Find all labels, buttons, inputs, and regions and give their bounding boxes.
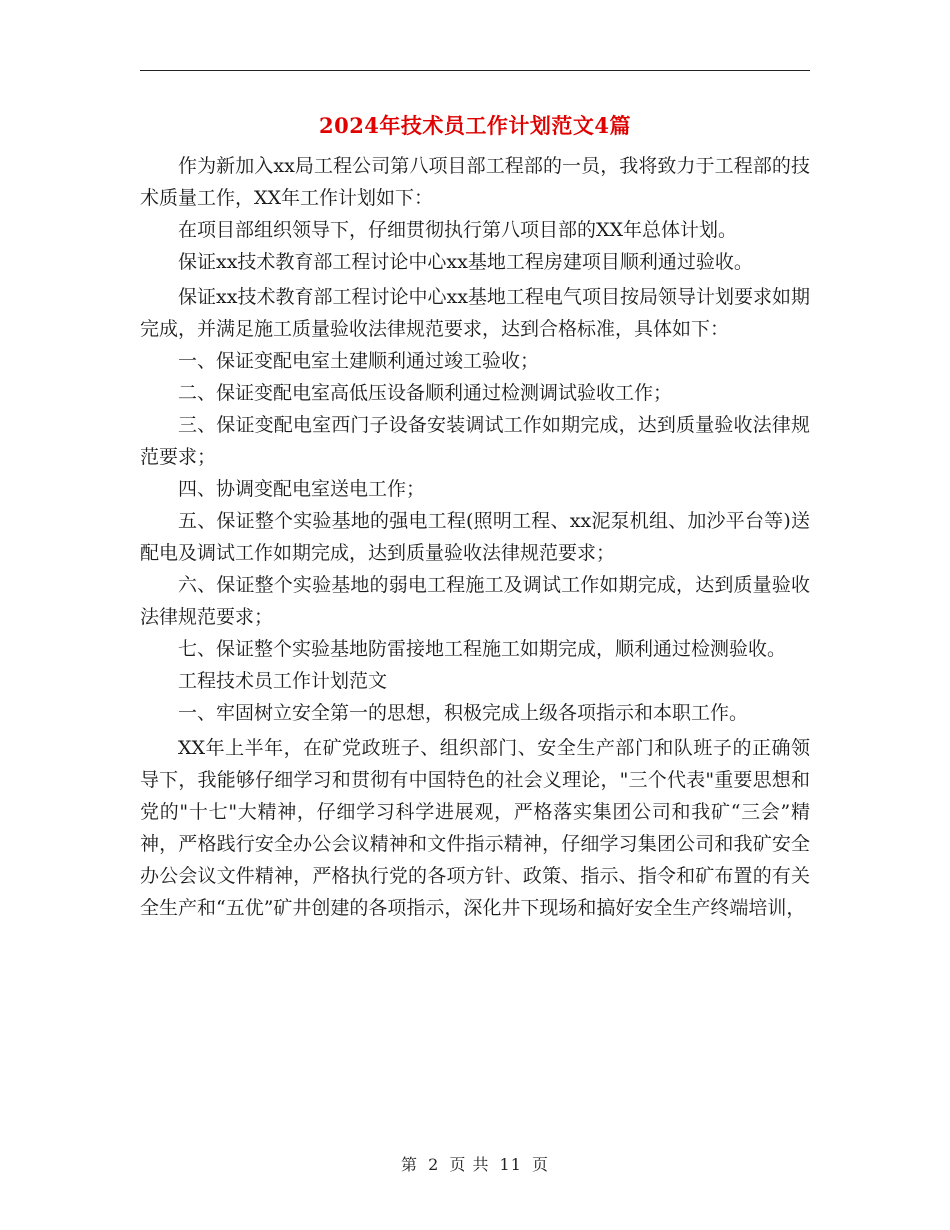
list-item: 五、保证整个实验基地的强电工程(照明工程、xx泥泵机组、加沙平台等)送配电及调试工作如期完成，达到质量验收法律规范要求； bbox=[140, 510, 810, 564]
paragraph: 一、牢固树立安全第一的思想，积极完成上级各项指示和本职工作。 bbox=[178, 702, 749, 724]
footer-prefix: 第 bbox=[400, 1155, 418, 1174]
list-item: 三、保证变配电室西门子设备安装调试工作如期完成，达到质量验收法律规范要求； bbox=[140, 414, 810, 468]
document-body bbox=[140, 150, 810, 924]
footer-middle: 页 共 bbox=[449, 1155, 490, 1174]
list-item: 一、保证变配电室土建顺利通过竣工验收； bbox=[178, 350, 540, 372]
total-pages: 11 bbox=[499, 1155, 522, 1174]
list-item: 六、保证整个实验基地的弱电工程施工及调试工作如期完成，达到质量验收法律规范要求； bbox=[140, 574, 810, 628]
header-rule bbox=[140, 70, 810, 71]
list-item: 四、协调变配电室送电工作； bbox=[178, 478, 426, 500]
paragraph: 作为新加入xx局工程公司第八项目部工程部的一员，我将致力于工程部的技术质量工作，XX年工作计划如下： bbox=[140, 155, 810, 209]
section-heading: 工程技术员工作计划范文 bbox=[178, 670, 388, 692]
page-footer bbox=[140, 1152, 810, 1175]
document-title: 2024年技术员工作计划范文4篇 bbox=[318, 113, 632, 138]
list-item: 二、保证变配电室高低压设备顺利通过检测调试验收工作； bbox=[178, 382, 673, 404]
paragraph: 保证xx技术教育部工程讨论中心xx基地工程电气项目按局领导计划要求如期完成，并满足施工质量验收法律规范要求，达到合格标准，具体如下： bbox=[140, 286, 810, 340]
paragraph: 保证xx技术教育部工程讨论中心xx基地工程房建项目顺利通过验收。 bbox=[178, 251, 753, 273]
page-number: 2 bbox=[428, 1155, 440, 1174]
paragraph: XX年上半年，在矿党政班子、组织部门、安全生产部门和队班子的正确领导下，我能够仔细学习和贯彻有中国特色的社会义理论，"三个代表"重要思想和党的"十七"大精神，仔细学习科学进展观，严格落实集团公司和我矿“三会”精神，严格践行安全办公会议精神和文件指示精神，仔细学习集团公司和我矿安全办公会议文件精神，严格执行党的各项方针、政策、指示、指令和矿布置的有关全生产和“五优”矿井创建的各项指示，深化井下现场和搞好安全生产终端培训， bbox=[140, 737, 810, 919]
footer-suffix: 页 bbox=[532, 1155, 550, 1174]
paragraph: 在项目部组织领导下，仔细贯彻执行第八项目部的XX年总体计划。 bbox=[178, 219, 738, 241]
list-item: 七、保证整个实验基地防雷接地工程施工如期完成，顺利通过检测验收。 bbox=[178, 638, 787, 660]
